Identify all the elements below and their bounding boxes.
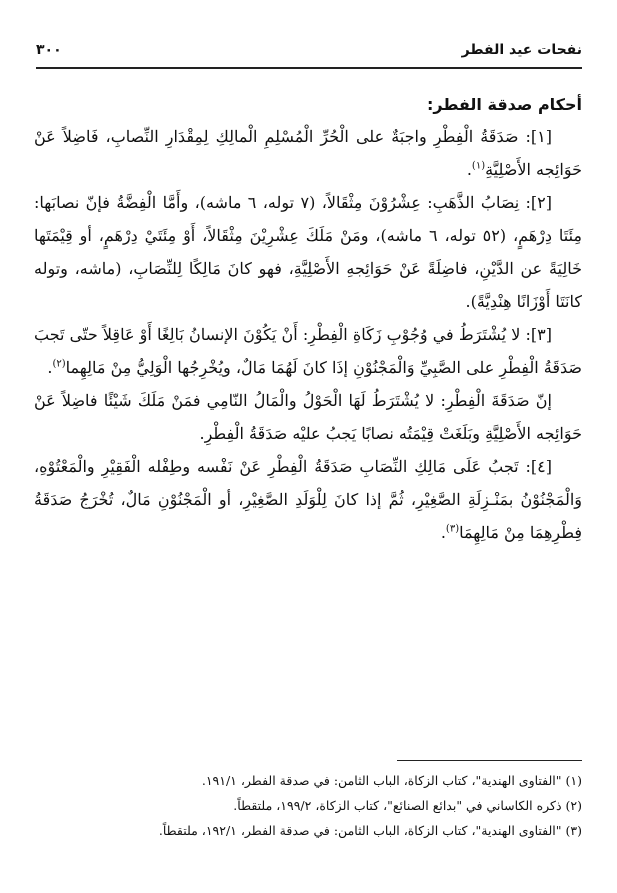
running-header [36,40,582,66]
footnote-ref: (٣) [445,523,460,535]
paragraph-4 [34,384,582,450]
footnote-ref: (١) [471,160,486,172]
paragraph-text: [٣]: لا يُشْتَرَطُ في وُجُوْبِ زَكَاةِ الْفِطْرِ: أَنْ يَكُوْنَ الإنسانُ بَالِغًا أَوْ عَاقِلاً حتّى تَجبَ صَدَقَةُ الْفِطْرِ على الصَّبِيِّ وَالْمَجْنُوْنِ إذَا كانَ لَهُمَا مَالٌ، ويُخْرِجُها الْوَلِيُّ مِنْ مَالِهِما [34,325,582,377]
paragraph-tail: . [47,358,53,377]
paragraph-2 [34,186,582,318]
page-number: ٣٠٠ [36,42,62,58]
running-title: نفحات عيد الفطر [461,42,582,58]
paragraph-tail: . [440,523,446,542]
main-text [34,92,582,549]
paragraph-text: [٤]: تَجبُ عَلَى مَالِكِ النِّصَابِ صَدَقَةُ الْفِطْرِ عَنْ نَفْسه وطِفْله الْفَقِيْرِ والْمَعْتُوْهِ، وَالْمَجْنُوْنُ بمَنْـزِلَةِ الصَّغِيْرِ، ثُمَّ إذا كانَ لِلْوَلَدِ الصَّغِيْرِ، أو الْمَجْنُوْنِ مَالٌ، تُخْرَجُ صَدَقَةُ فِطْرِهِمَا مِنْ مَالِهِمَا [34,457,582,542]
paragraph-text: [٢]: نِصَابُ الذَّهَبِ: عِشْرُوْنَ مِثْقَالاً، (٧ توله، ٦ ماشه)، وأَمَّا الْفِضَّةُ فإنّ نصابَها: مِئَتَا دِرْهَمٍ، (٥٢ توله، ٦ ماشه)، ومَنْ مَلَكَ عِشْرِيْنَ مِثْقَالاً، أَوْ مِئَتَيْ دِرْهَمٍ، أو قِيْمَتَها خَالِيَةً عن الدَّيْنِ، فاضِلَةً عَنْ حَوَائِجهِ الأَصْلِيَّةِ، فهو كانَ مَالِكًا لِلنِّصَابِ، (ماشه، وتوله كانَتَا أَوْزَانًا هِنْدِيَّةً). [34,193,583,311]
footnote-separator [397,760,582,761]
footnote-1: (١) "الفتاوى الهندية"، كتاب الزكاة، الباب الثامن: في صدقة الفطر، ١٩١/١. [201,773,582,788]
paragraph-text: إنّ صَدَقَةَ الْفِطْرِ: لا يُشْتَرَطُ لَهَا الْحَوْلُ والْمَالُ النّامِي فمَنْ مَلَكَ شَيْئًا فاضِلاً عَنْ حَوَائِجه الأَصْلِيَّةِ وبَلَغَتْ قِيْمَتُه نصابًا يَجبُ عليْه صَدَقَةُ الْفِطْرِ. [34,391,582,443]
header-rule [36,67,582,69]
footnote-ref: (٢) [52,358,66,370]
footnotes [34,768,582,843]
paragraph-tail: . [466,160,472,179]
paragraph-3 [34,318,582,384]
paragraph-1 [34,120,582,186]
paragraph-text: [١]: صَدَقَةُ الْفِطْرِ واجبَةٌ على الْحُرِّ الْمُسْلِمِ الْمالِكِ لِمِقْدَارِ النِّصابِ، فَاضِلاً عَنْ حَوَائِجه الأَصْلِيَّةِ [34,127,582,179]
footnote-2: (٢) ذكره الكاساني في "بدائع الصنائع"، كتاب الزكاة، ١٩٩/٢، ملتقطاً. [233,798,582,813]
section-heading: أحكام صدقة الفطر: [426,95,582,114]
paragraph-5 [34,450,582,549]
footnote-3: (٣) "الفتاوى الهندية"، كتاب الزكاة، الباب الثامن: في صدقة الفطر، ١٩٢/١، ملتقطاً. [158,823,582,838]
